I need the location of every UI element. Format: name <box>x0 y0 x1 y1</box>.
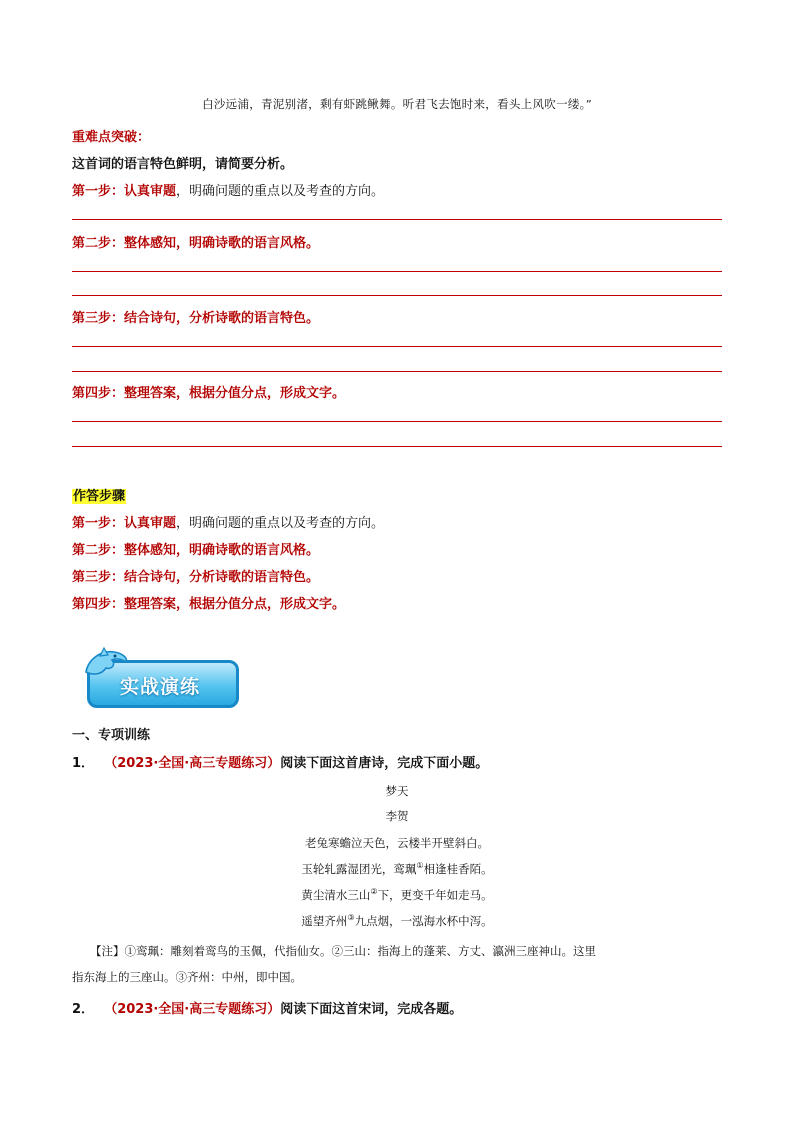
answer-line <box>72 371 722 372</box>
as-step-1-text: ，明确问题的重点以及考查的方向。 <box>176 516 385 531</box>
kb-step-4-label: 第四步：整理答案，根据分值分点，形成文字。 <box>72 386 346 401</box>
footnote-marker: ① <box>416 861 424 871</box>
answer-steps-heading <box>72 485 126 504</box>
question-2-number: 2． <box>72 1002 95 1017</box>
poem-title: 梦天 <box>385 784 409 798</box>
analysis-question: 这首词的语言特色鲜明，请简要分析。 <box>72 157 294 172</box>
practice-badge-label: 实战演练 <box>120 676 201 698</box>
answer-line <box>72 346 722 347</box>
question-2-header <box>72 998 462 1017</box>
kb-step-1-label: 第一步：认真审题 <box>72 184 177 199</box>
poem-line-4-part-a: 遥望齐州 <box>301 914 348 928</box>
question-1-number: 1． <box>72 756 95 771</box>
as-step-1 <box>72 512 384 531</box>
footnote-marker: ③ <box>347 913 355 923</box>
poem-note-line-1: 【注】①鸾珮：雕刻着鸾鸟的玉佩，代指仙女。②三山：指海上的蓬莱、方丈、瀛洲三座神山。这里 <box>90 944 596 958</box>
footnote-marker: ② <box>370 887 378 897</box>
as-step-3-label: 第三步：结合诗句，分析诗歌的语言特色。 <box>72 570 320 585</box>
kb-step-1-text: ，明确问题的重点以及考查的方向。 <box>176 184 385 199</box>
poem-closing-line: 白沙远浦，青泥别渚，剩有虾跳鳅舞。听君飞去饱时来，看头上风吹一缕。” <box>202 97 592 111</box>
answer-line <box>72 271 722 272</box>
poem-line-3-part-a: 黄尘清水三山 <box>301 888 371 902</box>
answer-steps-heading-text: 作答步骤 <box>73 489 126 504</box>
poem-line-2-part-b: 相逢桂香陌。 <box>423 862 493 876</box>
question-1-source: （2023·全国·高三专题练习） <box>104 756 281 771</box>
as-step-2-label: 第二步：整体感知，明确诗歌的语言风格。 <box>72 543 320 558</box>
section-title: 一、专项训练 <box>72 728 151 743</box>
answer-line <box>72 421 722 422</box>
as-step-2 <box>72 539 319 558</box>
kb-step-3-label: 第三步：结合诗句，分析诗歌的语言特色。 <box>72 311 320 326</box>
poem-line-1-text: 老兔寒蟾泣天色，云楼半开壁斜白。 <box>305 836 489 850</box>
answer-line <box>72 446 722 447</box>
poem-line-3-part-b: 下，更变千年如走马。 <box>377 888 493 902</box>
poem-author: 李贺 <box>385 809 409 823</box>
kb-step-3 <box>72 307 319 326</box>
answer-line <box>72 295 722 296</box>
poem-line-3 <box>0 887 794 903</box>
key-breakthrough-heading: 重难点突破： <box>72 130 151 145</box>
question-1-header <box>72 752 488 771</box>
poem-line-4 <box>0 913 794 929</box>
practice-badge <box>82 646 242 712</box>
answer-line <box>72 219 722 220</box>
question-1-prompt: 阅读下面这首唐诗，完成下面小题。 <box>280 756 489 771</box>
as-step-3 <box>72 566 319 585</box>
kb-step-2-label: 第二步：整体感知，明确诗歌的语言风格。 <box>72 236 320 251</box>
as-step-4-label: 第四步：整理答案，根据分值分点，形成文字。 <box>72 597 346 612</box>
question-2-prompt: 阅读下面这首宋词，完成各题。 <box>280 1002 463 1017</box>
kb-step-2 <box>72 232 319 251</box>
kb-step-1 <box>72 180 384 199</box>
poem-note-line-2: 指东海上的三座山。③齐州：中州，即中国。 <box>72 970 302 984</box>
kb-step-4 <box>72 382 345 401</box>
poem-line-2-part-a: 玉轮轧露湿团光，鸾珮 <box>301 862 417 876</box>
as-step-4 <box>72 593 345 612</box>
poem-line-1 <box>0 835 794 851</box>
poem-line-2 <box>0 861 794 877</box>
as-step-1-label: 第一步：认真审题 <box>72 516 177 531</box>
question-2-source: （2023·全国·高三专题练习） <box>104 1002 281 1017</box>
poem-line-4-part-b: 九点烟，一泓海水杯中泻。 <box>354 914 493 928</box>
